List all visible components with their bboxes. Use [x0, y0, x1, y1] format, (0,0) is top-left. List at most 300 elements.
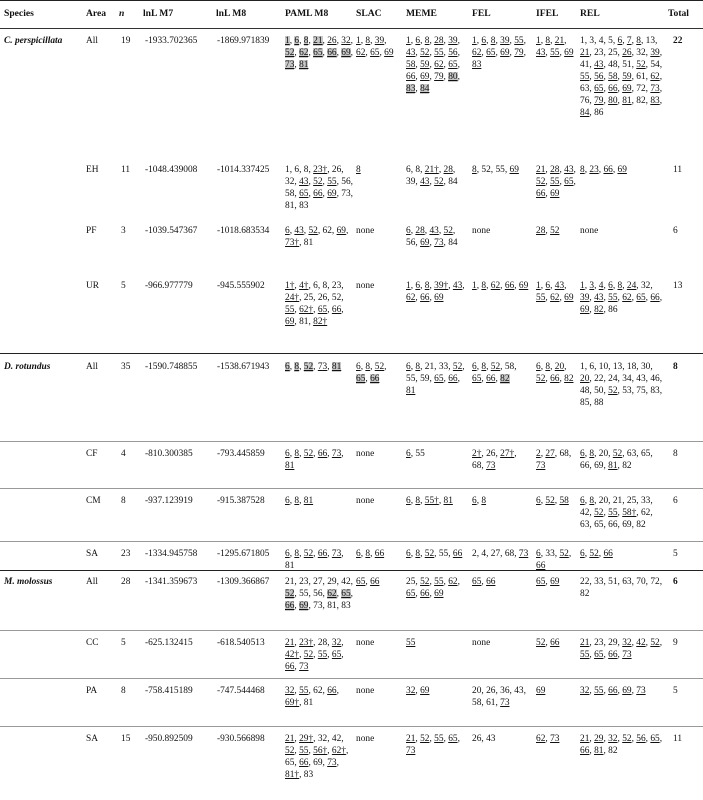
site-number: 85 — [580, 398, 590, 409]
site-number: 6 — [406, 226, 411, 236]
site-number: 22 — [580, 577, 590, 587]
site-number: 1 — [536, 281, 541, 291]
site-number: 66 — [299, 758, 309, 769]
site-number: 55 — [438, 549, 449, 559]
site-number: 83 — [299, 201, 309, 212]
meme-sites: 1, 6, 8, 28, 39, 43, 52, 55, 56, 58, 59, 62, 65, 66, 69, 79, 80, 83, 84 — [406, 36, 460, 95]
lnl-m8-cell: -1014.337425 — [217, 165, 270, 175]
site-number: 8 — [294, 362, 300, 372]
site-number: 1 — [406, 281, 411, 291]
site-number: 73 — [331, 549, 342, 559]
site-number: 8 — [545, 362, 551, 372]
site-number: 81 — [299, 60, 309, 71]
site-number: 52 — [594, 508, 604, 519]
site-number: 69 — [299, 601, 309, 612]
paml-sites: 1†, 4†, 6, 8, 23, 24†, 25, 26, 52, 55, 62†, 65, 66, 69, 81, 82† — [285, 281, 344, 328]
site-number: 8 — [481, 362, 487, 372]
meme-sites: 6, 8, 21, 33, 52, 55, 59, 65, 66, 81 — [406, 362, 465, 397]
site-number: 8 — [424, 36, 430, 46]
header-slac: SLAC — [356, 8, 382, 19]
site-number: 66 — [486, 577, 496, 587]
site-number: 83 — [341, 601, 351, 612]
site-number: 82 — [622, 461, 632, 472]
slac-sites — [356, 733, 400, 745]
site-number: 8 — [415, 549, 421, 559]
site-number: 62 — [640, 508, 651, 519]
site-number: 62 — [550, 293, 560, 304]
site-number: 2 — [472, 549, 477, 559]
site-number: 82 — [564, 374, 574, 385]
site-number: 6 — [580, 496, 585, 506]
site-number: 4 — [481, 549, 487, 559]
site-number: 65 — [564, 177, 574, 188]
site-number: 82† — [313, 317, 328, 328]
site-number: 43 — [299, 177, 309, 188]
total-cell: 8 — [673, 449, 678, 459]
site-number: 6 — [356, 549, 361, 559]
site-number: 65 — [594, 84, 604, 95]
site-number: 69 — [327, 189, 337, 200]
site-number: 62 — [448, 577, 458, 587]
site-number: 55† — [424, 496, 439, 506]
site-number: 32 — [285, 686, 295, 696]
lnl-m7-cell: -758.415189 — [145, 686, 193, 696]
site-number: 62 — [313, 686, 323, 696]
site-number: 52 — [434, 177, 444, 188]
site-number: 39 — [448, 36, 458, 46]
site-number: 81 — [443, 496, 453, 506]
lnl-m7-cell: -1590.748855 — [145, 362, 198, 372]
row-separator — [0, 441, 703, 442]
site-number: 69 — [622, 520, 632, 531]
site-number: 8 — [415, 496, 421, 506]
site-number: 65 — [472, 577, 482, 587]
row-separator — [0, 678, 703, 679]
site-number: 69† — [285, 698, 300, 709]
site-number: 8 — [322, 281, 328, 291]
site-number: 63 — [626, 449, 637, 459]
site-number: 65 — [448, 60, 458, 71]
lnl-m7-cell: -1933.702365 — [145, 36, 198, 46]
site-number: 66 — [536, 561, 546, 572]
site-number: 68 — [559, 449, 569, 459]
site-number: 55 — [434, 577, 444, 587]
site-number: 43 — [536, 48, 546, 59]
site-number: none — [356, 226, 375, 236]
site-number: 69 — [313, 758, 323, 769]
site-number: 55 — [406, 638, 416, 648]
site-number: 58 — [406, 60, 416, 71]
table-header — [0, 0, 703, 29]
rel-sites: 32, 55, 66, 69, 73 — [580, 686, 646, 696]
site-number: 27 — [545, 449, 555, 459]
site-number: 8 — [580, 165, 585, 175]
site-number: 72 — [636, 84, 646, 95]
rel-sites: 1, 3, 4, 6, 8, 24, 32, 39, 43, 55, 62, 65, 66, 69, 82, 86 — [580, 281, 663, 316]
site-number: 56† — [313, 746, 328, 757]
lnl-m8-cell: -618.540513 — [217, 638, 265, 648]
site-number: 8 — [415, 165, 421, 175]
site-number: 6 — [608, 281, 613, 291]
slac-sites — [356, 164, 400, 176]
header-lnl-m7: lnL M7 — [143, 8, 174, 19]
site-number: 1 — [406, 36, 411, 46]
site-number: 36 — [500, 686, 510, 696]
site-number: 63 — [580, 84, 590, 95]
rel-sites: 6, 52, 66 — [580, 549, 613, 559]
site-number: 32 — [406, 686, 416, 696]
site-number: 73 — [327, 758, 337, 769]
site-number: 8 — [490, 36, 496, 46]
fel-sites: 6, 8 — [472, 496, 487, 506]
site-number: 72 — [650, 577, 660, 587]
site-number: 55 — [550, 48, 560, 59]
site-number: 33 — [545, 549, 555, 559]
site-number: 66 — [285, 662, 295, 673]
site-number: 81 — [327, 601, 337, 612]
site-number: 27† — [500, 449, 515, 459]
site-number: 66 — [285, 601, 295, 612]
n-cell: 15 — [121, 734, 131, 744]
site-number: 8 — [617, 281, 623, 291]
rel-sites: 22, 33, 51, 63, 70, 72, 82 — [580, 577, 663, 600]
site-number: 55 — [495, 165, 505, 175]
site-number: 55 — [580, 72, 590, 83]
site-number: 65 — [640, 449, 651, 459]
site-number: 81 — [622, 96, 632, 107]
site-number: 1 — [356, 36, 361, 46]
site-number: 69 — [564, 48, 574, 59]
site-number: 66 — [420, 589, 430, 600]
site-number: 26 — [331, 165, 342, 175]
site-number: 28 — [317, 638, 328, 648]
site-number: 52 — [443, 226, 453, 236]
meme-sites: 25, 52, 55, 62, 65, 66, 69 — [406, 577, 460, 600]
site-number: 3 — [589, 36, 595, 46]
site-number: 21 — [580, 48, 590, 59]
site-number: 3 — [589, 281, 595, 291]
site-number: 34 — [622, 374, 632, 385]
site-number: 23† — [299, 638, 314, 648]
site-number: 21 — [612, 496, 623, 506]
site-number: 52 — [452, 362, 463, 372]
site-number: 69 — [518, 281, 529, 291]
site-number: 55 — [536, 293, 546, 304]
site-number: 52 — [536, 374, 546, 385]
total-cell: 6 — [673, 496, 678, 506]
lnl-m7-cell: -1334.945758 — [145, 549, 198, 559]
site-number: 86 — [608, 305, 618, 316]
site-number: 62† — [299, 305, 314, 316]
site-number: 73 — [518, 549, 529, 559]
site-number: 69 — [341, 48, 351, 59]
site-number: 6 — [545, 281, 551, 291]
site-number: none — [356, 281, 375, 291]
site-number: 73 — [285, 60, 295, 71]
site-number: 52 — [313, 177, 323, 188]
site-number: 28 — [550, 165, 560, 175]
site-number: 56 — [341, 177, 351, 188]
area-cell: PA — [86, 686, 98, 696]
site-number: 39 — [580, 293, 590, 304]
lnl-m8-cell: -915.387528 — [217, 496, 265, 506]
site-number: 48 — [608, 60, 618, 71]
site-number: 6 — [617, 36, 623, 46]
site-number: 58 — [608, 72, 618, 83]
total-cell: 13 — [673, 281, 683, 291]
n-cell: 5 — [121, 638, 126, 648]
lnl-m8-cell: -945.555902 — [217, 281, 265, 291]
site-number: 8 — [481, 496, 487, 506]
site-number: 4 — [598, 36, 604, 46]
ifel-sites — [536, 685, 576, 697]
site-number: 6 — [285, 549, 290, 559]
site-number: none — [580, 226, 599, 236]
site-number: 82 — [594, 305, 604, 316]
ifel-sites: 52, 66 — [536, 638, 560, 648]
header-ifel: IFEL — [536, 8, 559, 19]
n-cell: 8 — [121, 686, 126, 696]
site-number: 27 — [313, 577, 323, 587]
site-number: 84 — [448, 177, 458, 188]
fel-sites — [472, 225, 530, 237]
site-number: 26 — [327, 36, 337, 46]
site-number: 88 — [594, 398, 604, 409]
site-number: 32 — [636, 48, 646, 59]
site-number: 65 — [536, 577, 546, 587]
site-number: 20 — [554, 362, 565, 372]
species-name: D. rotundus — [4, 362, 51, 372]
site-number: 7 — [626, 36, 632, 46]
site-number: 23 — [589, 165, 599, 175]
site-number: 4 — [598, 281, 604, 291]
site-number: 52 — [424, 549, 435, 559]
site-number: 29† — [299, 734, 314, 744]
site-number: 66 — [608, 84, 618, 95]
site-number: 84 — [420, 84, 430, 95]
site-number: 1 — [580, 36, 585, 46]
lnl-m7-cell: -950.892509 — [145, 734, 193, 744]
rel-sites: 6, 8, 20, 21, 25, 33, 42, 52, 55, 58†, 62, 63, 65, 66, 69, 82 — [580, 496, 653, 531]
site-number: 43 — [452, 281, 463, 291]
site-number: 55 — [594, 686, 604, 696]
site-number: 73 — [331, 449, 342, 459]
site-number: 79 — [434, 72, 444, 83]
site-number: 27 — [490, 549, 501, 559]
paml-sites: 21, 23†, 28, 32, 42†, 52, 55, 65, 66, 73 — [285, 638, 344, 673]
site-number: none — [472, 226, 491, 236]
site-number: 39 — [374, 36, 385, 46]
site-number: 62 — [322, 226, 332, 236]
ifel-sites: 28, 52 — [536, 226, 560, 236]
n-cell: 19 — [121, 36, 131, 46]
site-number: 52 — [636, 60, 646, 71]
site-number: 30 — [640, 362, 651, 372]
lnl-m8-cell: -1538.671943 — [217, 362, 270, 372]
site-number: 29 — [594, 734, 604, 744]
site-number: 55 — [299, 686, 309, 696]
site-number: 42† — [285, 650, 300, 661]
site-number: 55 — [514, 36, 524, 46]
fel-sites: 2†, 26, 27†, 68, 73 — [472, 449, 517, 472]
site-number: 84 — [580, 108, 590, 119]
site-number: 8 — [481, 281, 487, 291]
fel-sites: 20, 26, 36, 43, 58, 61, 73 — [472, 686, 526, 709]
site-number: 21 — [580, 734, 590, 744]
site-number: 83 — [650, 386, 660, 397]
paml-sites: 1, 6, 8, 21, 26, 32, 52, 62, 65, 66, 69, 73, 81 — [285, 36, 353, 71]
site-number: 66 — [580, 746, 590, 757]
site-number: 21† — [424, 165, 439, 175]
site-number: 52 — [303, 549, 314, 559]
site-number: 69 — [564, 293, 574, 304]
slac-sites — [356, 685, 400, 697]
site-number: 66 — [536, 189, 546, 200]
site-number: 6 — [415, 281, 421, 291]
site-number: 52 — [308, 226, 318, 236]
site-number: 84 — [448, 238, 458, 249]
site-number: 83 — [406, 84, 416, 95]
site-number: 23 — [299, 577, 309, 587]
ifel-sites: 65, 69 — [536, 577, 560, 587]
site-number: 43 — [420, 177, 430, 188]
meme-sites: 21, 52, 55, 65, 73 — [406, 734, 460, 757]
site-number: 8 — [356, 165, 361, 175]
meme-sites: 6, 8, 52, 55, 66 — [406, 549, 463, 559]
site-number: 65 — [650, 734, 660, 744]
header-total: Total — [668, 8, 689, 19]
ifel-sites: 6, 33, 52, 66 — [536, 549, 572, 572]
total-cell: 11 — [673, 734, 683, 744]
n-cell: 23 — [121, 549, 131, 559]
site-number: 10 — [598, 362, 609, 372]
site-number: 66 — [374, 549, 385, 559]
site-number: 69 — [594, 461, 604, 472]
site-number: 58† — [622, 508, 637, 519]
lnl-m8-cell: -1295.671805 — [217, 549, 270, 559]
ifel-sites: 2, 27, 68, 73 — [536, 449, 572, 472]
site-number: 65 — [331, 650, 342, 661]
header-species: Species — [4, 8, 34, 19]
site-number: 25 — [626, 496, 637, 506]
site-number: 82 — [580, 589, 590, 600]
site-number: 65 — [594, 650, 604, 661]
site-number: 73 — [650, 84, 660, 95]
site-number: 42 — [341, 577, 351, 587]
site-number: 73 — [313, 601, 323, 612]
paml-sites: 21, 29†, 32, 42, 52, 55, 56†, 62†, 65, 66, 69, 73, 81†, 83 — [285, 734, 349, 781]
site-number: 55 — [434, 48, 444, 59]
site-number: 81 — [406, 386, 416, 397]
site-number: 56 — [448, 48, 458, 59]
site-number: 1 — [580, 281, 585, 291]
row-separator — [0, 488, 703, 489]
paml-sites: 1, 6, 8, 23†, 26, 32, 43, 52, 55, 56, 58, 65, 66, 69, 73, 81, 83 — [285, 165, 353, 212]
site-number: 23† — [313, 165, 328, 175]
n-cell: 35 — [121, 362, 131, 372]
site-number: 53 — [622, 386, 632, 397]
site-number: 81 — [303, 238, 314, 249]
site-number: 1 — [285, 165, 290, 175]
site-number: 79 — [514, 48, 524, 59]
site-number: 4† — [299, 281, 309, 291]
site-number: 52 — [589, 549, 599, 559]
meme-sites: 1, 6, 8, 39†, 43, 62, 66, 69 — [406, 281, 465, 304]
site-number: 21 — [554, 36, 565, 46]
site-number: 81 — [303, 698, 314, 709]
site-number: 32 — [331, 638, 342, 648]
total-cell: 8 — [673, 362, 678, 372]
site-number: 65 — [317, 305, 328, 316]
fel-sites: 2, 4, 27, 68, 73 — [472, 549, 529, 559]
site-number: 58 — [472, 698, 482, 709]
lnl-m7-cell: -1048.439008 — [145, 165, 198, 175]
area-cell: SA — [86, 549, 98, 559]
site-number: 56 — [594, 72, 604, 83]
site-number: 21 — [313, 36, 323, 46]
total-cell: 9 — [673, 638, 678, 648]
fel-sites: 8, 52, 55, 69 — [472, 165, 519, 175]
header-lnl-m8: lnL M8 — [216, 8, 247, 19]
meme-sites — [406, 637, 466, 649]
site-number: 28 — [434, 36, 444, 46]
site-number: 8 — [424, 281, 430, 291]
site-number: 8 — [589, 449, 595, 459]
site-number: 2 — [536, 449, 541, 459]
site-number: 43 — [514, 686, 524, 696]
species-name: M. molossus — [4, 577, 53, 587]
n-cell: 28 — [121, 577, 131, 587]
site-number: 56 — [406, 238, 416, 249]
site-number: 73 — [622, 650, 632, 661]
site-number: 23 — [594, 638, 604, 648]
site-number: 52 — [490, 362, 501, 372]
site-number: 66 — [406, 72, 416, 83]
site-number: 39 — [650, 48, 660, 59]
site-number: 21 — [424, 362, 435, 372]
site-number: 24† — [285, 293, 300, 304]
site-number: 58 — [559, 496, 569, 506]
site-number: 6 — [285, 362, 290, 372]
site-number: 6 — [536, 496, 541, 506]
site-number: 66 — [313, 189, 323, 200]
site-number: 8 — [294, 449, 300, 459]
site-number: 69 — [536, 686, 546, 696]
site-number: 73 — [486, 461, 496, 472]
site-number: 69 — [550, 189, 560, 200]
site-number: 69 — [434, 589, 444, 600]
site-number: 59 — [420, 60, 430, 71]
row-separator — [0, 541, 703, 542]
n-cell: 5 — [121, 281, 126, 291]
site-number: 52 — [285, 589, 295, 600]
site-number: 43 — [564, 165, 574, 175]
site-number: 66 — [486, 374, 496, 385]
paml-sites: 6, 8, 81 — [285, 496, 314, 506]
site-number: 75 — [636, 386, 646, 397]
site-number: 52 — [420, 577, 430, 587]
site-number: 51 — [608, 577, 618, 587]
area-cell: All — [86, 577, 98, 587]
site-number: 1 — [285, 36, 290, 46]
site-number: 26 — [486, 449, 496, 459]
site-number: 66 — [317, 549, 328, 559]
site-number: 8 — [365, 362, 371, 372]
site-number: 69 — [434, 293, 444, 304]
site-number: 55 — [299, 589, 309, 600]
site-number: 73 — [500, 698, 510, 709]
site-number: 8 — [303, 165, 309, 175]
